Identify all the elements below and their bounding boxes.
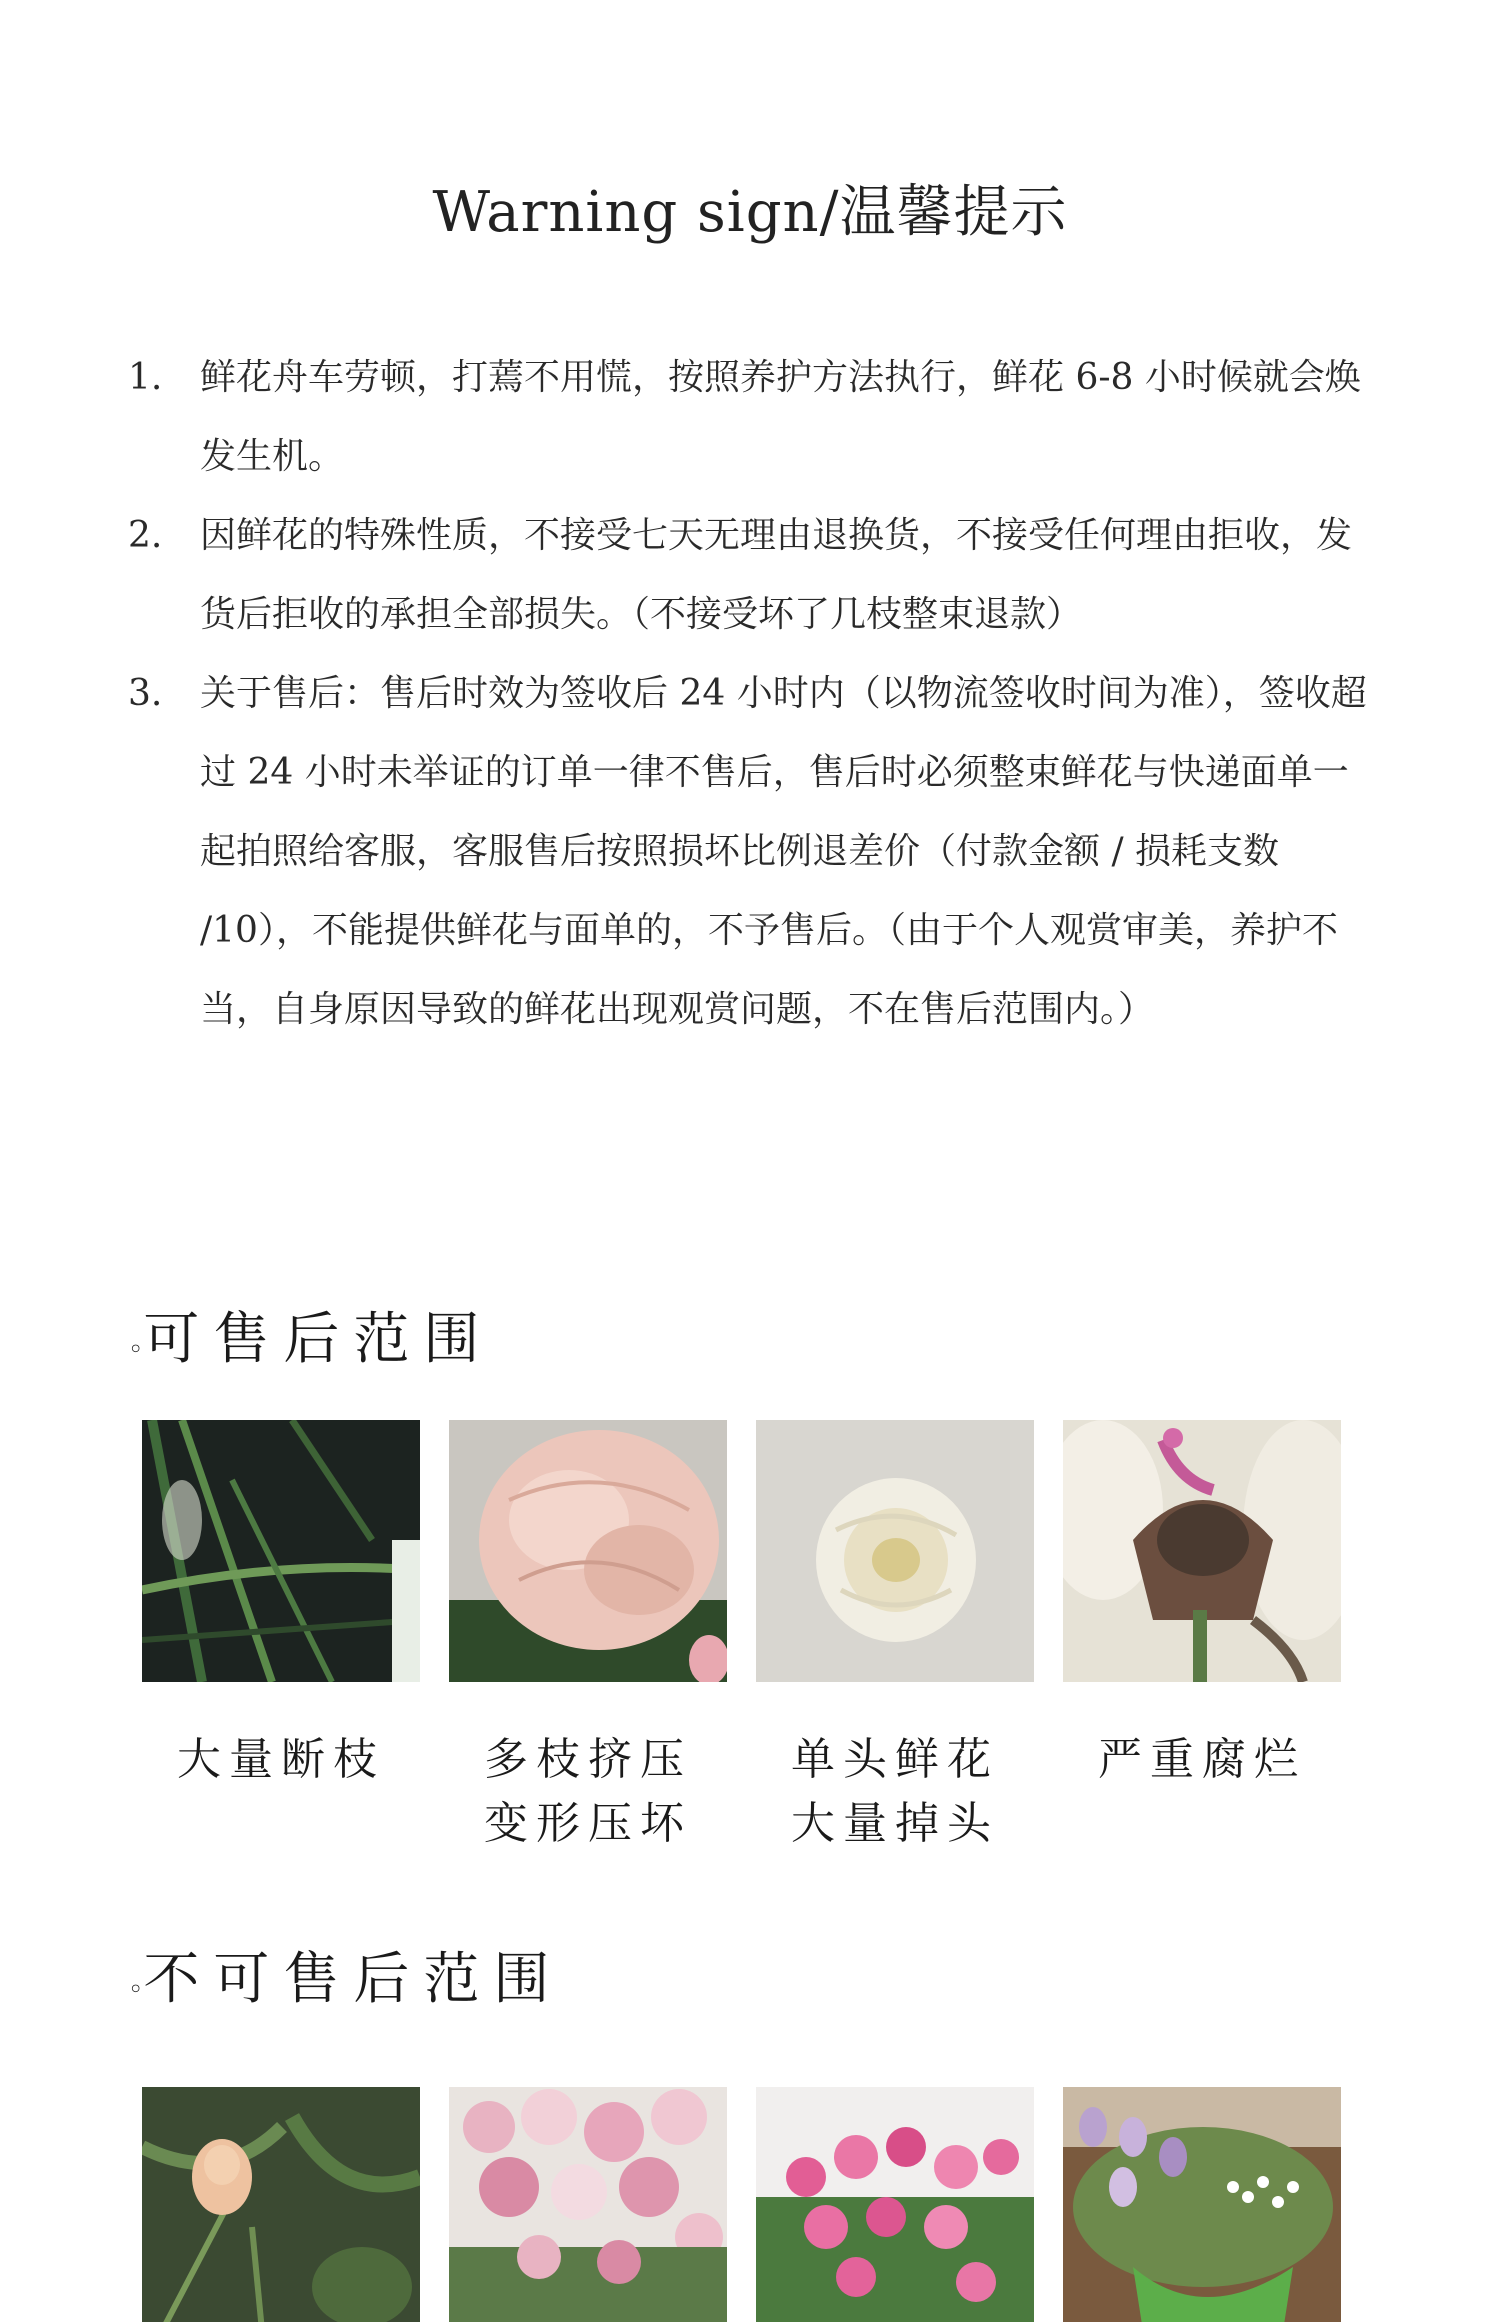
caption-fallen-heads xyxy=(756,1728,1034,1856)
note-text: 鲜花舟车劳顿，打蔫不用慌，按照养护方法执行，鲜花 6-8 小时候就会焕发生机。 xyxy=(200,357,1361,477)
notes-list xyxy=(128,338,1378,1049)
caption-line: 多枝挤压 xyxy=(484,1734,692,1785)
rotten-flower-photo xyxy=(1063,1420,1341,1682)
caption-line: 大量断枝 xyxy=(177,1734,385,1785)
note-item xyxy=(128,338,1378,496)
ineligible-heading xyxy=(128,1935,563,2015)
bullet-dot: ◦ xyxy=(128,1335,144,1365)
note-item xyxy=(128,654,1378,1049)
page-title: Warning sign/温馨提示 xyxy=(432,180,1068,245)
eligible-heading xyxy=(128,1295,493,1375)
note-item xyxy=(128,496,1378,654)
fallen-head-photo xyxy=(756,1420,1034,1682)
note-text: 因鲜花的特殊性质，不接受七天无理由退换货，不接受任何理由拒收，发货后拒收的承担全部损失。（不接受坏了几枝整束退款） xyxy=(200,515,1353,635)
caption-line: 大量掉头 xyxy=(791,1798,999,1849)
note-text: 关于售后：售后时效为签收后 24 小时内（以物流签收时间为准），签收超过 24 小时未举证的订单一律不售后，售后时必须整束鲜花与快递面单一起拍照给客服，客服售后按照损坏比例退差价（付款金额 / 损耗支数 /10），不能提供鲜花与面单的，不予售后。（由于个人观赏审美，养护不当，自身原因导致的鲜花出现观赏问题，不在售后范围内。） xyxy=(200,673,1367,1030)
crushed-flower-photo xyxy=(449,1420,727,1682)
note-number: 3. xyxy=(128,673,163,714)
ineligible-heading-text: 不可售后范围 xyxy=(143,1947,564,2012)
bullet-dot: ◦ xyxy=(128,1975,144,2005)
caption-line: 变形压坏 xyxy=(484,1798,692,1849)
caption-broken-stems xyxy=(142,1728,420,1792)
bicolor-roses-photo xyxy=(449,2078,727,2322)
tulip-bouquet-photo xyxy=(1063,2078,1341,2322)
broken-stems-photo xyxy=(142,1420,420,1682)
spray-roses-photo xyxy=(756,2078,1034,2322)
wilted-rose-photo xyxy=(142,2078,420,2322)
caption-rotten xyxy=(1063,1728,1341,1792)
caption-line: 严重腐烂 xyxy=(1098,1734,1306,1785)
note-number: 2. xyxy=(128,515,163,556)
caption-line: 单头鲜花 xyxy=(791,1734,999,1785)
caption-crushed xyxy=(449,1728,727,1856)
eligible-heading-text: 可售后范围 xyxy=(143,1307,494,1372)
note-number: 1. xyxy=(128,357,163,398)
